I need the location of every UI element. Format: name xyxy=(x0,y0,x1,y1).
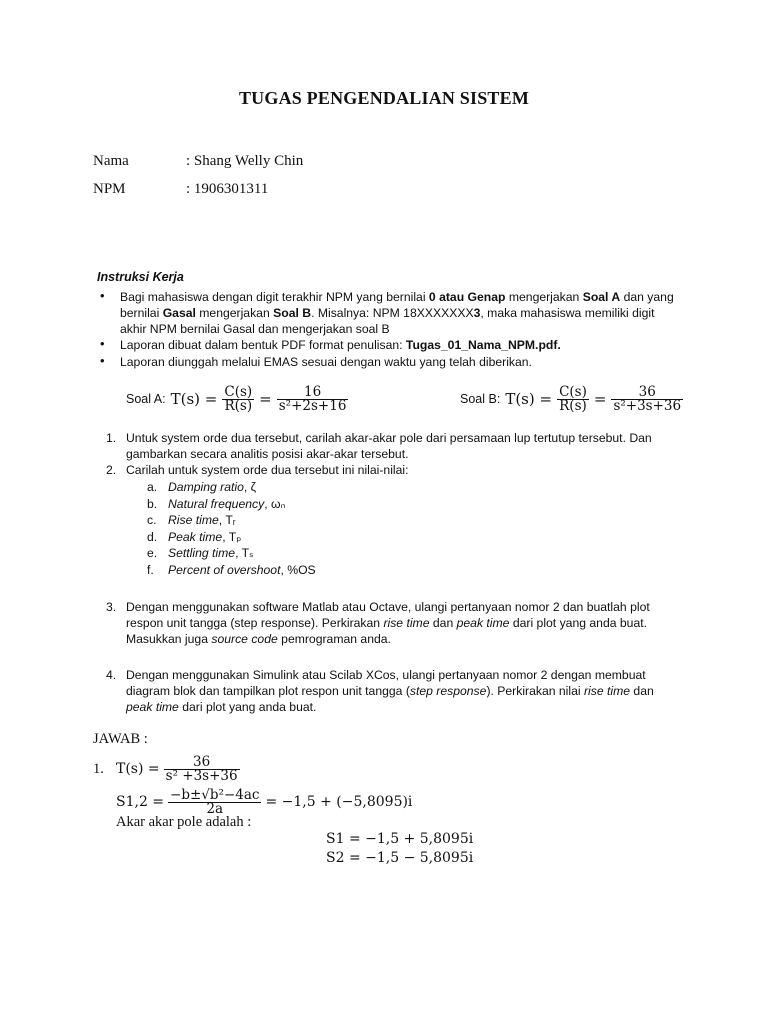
instruction-2: Laporan dibuat dalam bentuk PDF format penulisan: Tugas_01_Nama_NPM.pdf. xyxy=(120,338,561,352)
roots-text: Akar akar pole adalah : xyxy=(116,814,252,830)
q2-sub-item: Peak time, Tₚ xyxy=(168,530,242,544)
instruction-1-line2: bernilai Gasal mengerjakan Soal B. Misalnya: NPM 18XXXXXXX3, maka mahasiswa memiliki digit xyxy=(120,306,655,320)
instruction-1-line3: akhir NPM bernilai Gasal dan mengerjakan soal B xyxy=(120,322,390,336)
soal-a-frac1: $\frac{C(s)}{R(s)}$ xyxy=(224,383,253,414)
q2-sub-letter: d. xyxy=(147,530,158,544)
answer-transfer-function: T(s) = $\frac{36}{\text{s² +3s+36}}$ xyxy=(116,753,238,784)
answer-quadratic-formula: S1,2 = $\frac{\text{−b±√b²−4ac}}{2a}$ = −1,5 + (−5,8095)i xyxy=(116,786,413,817)
name-value: : Shang Welly Chin xyxy=(186,153,304,169)
npm-value: : 1906301311 xyxy=(186,181,269,197)
q2-sub-letter: f. xyxy=(147,563,154,577)
q2-sub-item: Damping ratio, ζ xyxy=(168,480,257,494)
answer-heading: JAWAB : xyxy=(93,731,148,747)
q2-sub-item: Rise time, Tᵣ xyxy=(168,513,236,527)
soal-b-lhs: T(s) = xyxy=(505,390,553,408)
q1-line2: gambarkan secara analitis posisi akar-akar tersebut. xyxy=(126,447,409,461)
soal-b-frac2: $\frac{36}{\text{s²+3s+36}}$ xyxy=(613,383,682,414)
name-label: Nama xyxy=(93,153,129,169)
q1-number: 1. xyxy=(106,431,117,445)
q1-line1: Untuk system orde dua tersebut, carilah akar-akar pole dari persamaan lup tertutup tersebut. Dan xyxy=(126,431,652,445)
root-s1: S1 = −1,5 + 5,8095i xyxy=(326,831,474,847)
bullet-icon: • xyxy=(100,336,105,351)
q2-sub-item: Settling time, Tₛ xyxy=(168,546,254,560)
q3-line2: respon unit tangga (step response). Perkirakan rise time dan peak time dari plot yang anda buat. xyxy=(126,616,648,630)
q2-sub-letter: e. xyxy=(147,546,158,560)
q2-sub-letter: c. xyxy=(147,513,157,527)
q2-sub-letter: a. xyxy=(147,480,158,494)
answer-number: 1. xyxy=(93,761,104,777)
soal-b-equation: Soal B: T(s) = $\frac{C(s)}{R(s)}$ = $\frac{36}{\text{s²+3s+36}}$ xyxy=(460,383,682,414)
soal-b-label: Soal B: xyxy=(460,392,501,406)
q2-sub-item: Percent of overshoot, %OS xyxy=(168,563,316,577)
q4-line2: diagram blok dan tampilkan plot respon unit tangga (step response). Perkirakan nilai rise time dan xyxy=(126,684,654,698)
page-title: TUGAS PENGENDALIAN SISTEM xyxy=(238,88,530,108)
instruction-3: Laporan diunggah melalui EMAS sesuai dengan waktu yang telah diberikan. xyxy=(120,355,532,369)
bullet-icon: • xyxy=(100,353,105,368)
q2-line1: Carilah untuk system orde dua tersebut ini nilai-nilai: xyxy=(126,463,409,477)
soal-b-frac1: $\frac{C(s)}{R(s)}$ xyxy=(559,383,587,414)
soal-a-frac2: $\frac{16}{\text{s²+2s+16}}$ xyxy=(278,383,347,414)
instructions-heading: Instruksi Kerja xyxy=(97,270,184,284)
soal-a-equation: Soal A: T(s) = $\frac{C(s)}{R(s)}$ = $\frac{16}{\text{s²+2s+16}}$ xyxy=(126,383,347,414)
q4-line3: peak time dari plot yang anda buat. xyxy=(126,700,317,714)
npm-label: NPM xyxy=(93,181,126,197)
q3-line3: Masukkan juga source code pemrograman anda. xyxy=(126,632,391,646)
soal-a-label: Soal A: xyxy=(126,392,166,406)
instruction-1: Bagi mahasiswa dengan digit terakhir NPM yang bernilai 0 atau Genap mengerjakan Soal A dan yang xyxy=(120,290,674,304)
q3-line1: Dengan menggunakan software Matlab atau Octave, ulangi pertanyaan nomor 2 dan buatlah plot xyxy=(126,600,650,614)
root-s2: S2 = −1,5 − 5,8095i xyxy=(326,850,474,866)
q2-number: 2. xyxy=(106,463,117,477)
q3-number: 3. xyxy=(106,600,117,614)
q2-sub-item: Natural frequency, ωₙ xyxy=(168,497,286,511)
soal-a-lhs: T(s) = xyxy=(170,390,218,408)
bullet-icon: • xyxy=(100,288,105,303)
q4-number: 4. xyxy=(106,668,117,682)
q4-line1: Dengan menggunakan Simulink atau Scilab XCos, ulangi pertanyaan nomor 2 dengan membuat xyxy=(126,668,646,682)
q2-sub-letter: b. xyxy=(147,497,158,511)
